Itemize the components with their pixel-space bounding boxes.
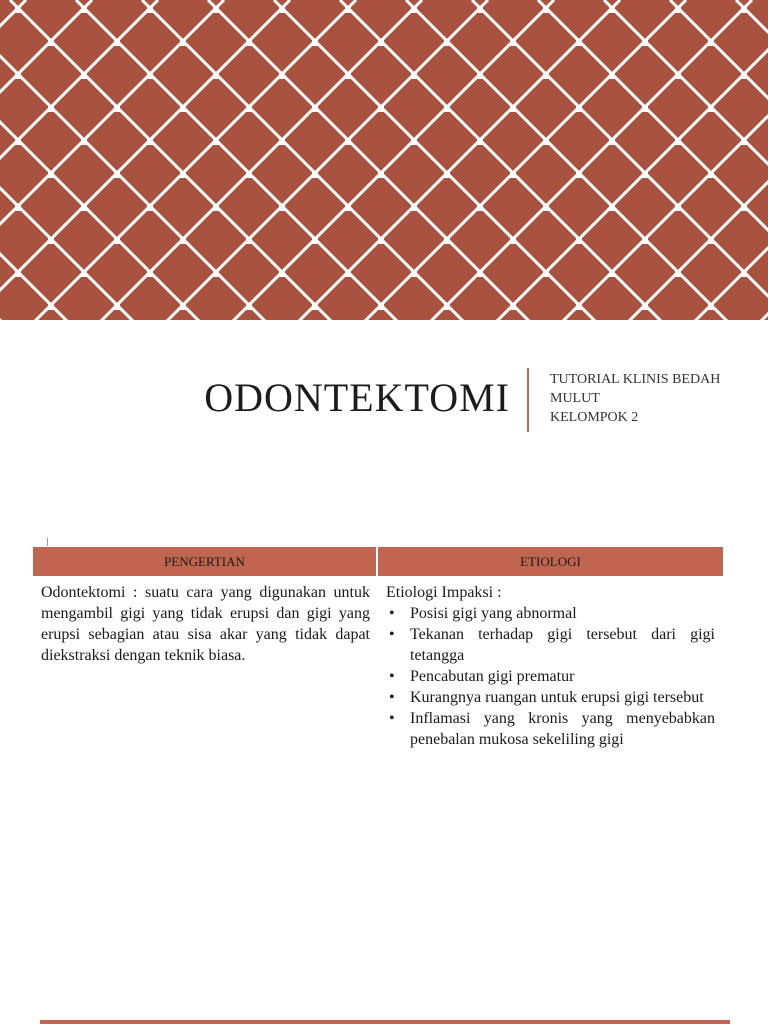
pattern-dot (675, 205, 681, 211)
pattern-dot (312, 238, 318, 244)
pattern-dot (477, 139, 483, 145)
pattern-dot (411, 205, 417, 211)
pattern-dot (708, 238, 714, 244)
pattern-dot (81, 271, 87, 277)
pattern-dot (378, 238, 384, 244)
pattern-dot (15, 139, 21, 145)
pattern-dot (543, 7, 549, 13)
pattern-dot (510, 40, 516, 46)
pattern-dot (543, 271, 549, 277)
pattern-dot (81, 205, 87, 211)
header-pengertian: PENGERTIAN (33, 547, 378, 576)
pattern-dot (81, 7, 87, 13)
pattern-dot (543, 205, 549, 211)
bottom-accent-bar (40, 1020, 730, 1024)
pattern-dot (147, 271, 153, 277)
pattern-dot (378, 106, 384, 112)
cell-etiologi (378, 576, 723, 756)
diamond-pattern (0, 0, 768, 320)
pattern-dot (675, 271, 681, 277)
pattern-dot (609, 73, 615, 79)
pattern-dot (147, 73, 153, 79)
pattern-dot (345, 205, 351, 211)
pattern-dot (180, 172, 186, 178)
subtitle-group: KELOMPOK 2 (550, 410, 639, 425)
pattern-dot (213, 205, 219, 211)
pattern-dot (444, 106, 450, 112)
list-item: • Kurangnya ruangan untuk erupsi gigi tersebut (386, 687, 715, 708)
pattern-dot (213, 73, 219, 79)
pattern-dot (411, 7, 417, 13)
list-item: • Posisi gigi yang abnormal (386, 603, 715, 624)
pattern-dot (180, 238, 186, 244)
pattern-dot (180, 304, 186, 310)
pattern-dot (642, 40, 648, 46)
pattern-dot (312, 304, 318, 310)
pattern-dot (48, 106, 54, 112)
pattern-dot (147, 205, 153, 211)
pattern-dot (345, 7, 351, 13)
pattern-dot (444, 40, 450, 46)
pattern-dot (708, 106, 714, 112)
pattern-dot (510, 106, 516, 112)
pattern-dot (576, 172, 582, 178)
pattern-dot (675, 139, 681, 145)
etiologi-list (386, 603, 715, 750)
pattern-dot (345, 139, 351, 145)
pattern-dot (147, 7, 153, 13)
pattern-dot (675, 7, 681, 13)
pattern-dot (378, 172, 384, 178)
pattern-dot (510, 304, 516, 310)
pattern-dot (378, 40, 384, 46)
pattern-dot (675, 73, 681, 79)
content-table (33, 547, 723, 756)
pattern-dot (15, 205, 21, 211)
pattern-dot (114, 304, 120, 310)
pattern-dot (477, 205, 483, 211)
pattern-dot (114, 40, 120, 46)
pattern-dot (114, 172, 120, 178)
title-block (0, 320, 768, 500)
pattern-dot (543, 73, 549, 79)
list-item: • Inflamasi yang kronis yang menyebabkan penebalan mukosa sekeliling gigi (386, 708, 715, 750)
pattern-dot (15, 73, 21, 79)
pattern-dot (378, 304, 384, 310)
pattern-dot (114, 106, 120, 112)
pattern-dot (279, 271, 285, 277)
pattern-dot (444, 304, 450, 310)
table-body-row (33, 576, 723, 756)
pattern-dot (477, 271, 483, 277)
pattern-dot (345, 73, 351, 79)
pattern-dot (741, 139, 747, 145)
pattern-dot (576, 40, 582, 46)
decorative-pattern-banner (0, 0, 768, 320)
pattern-dot (510, 238, 516, 244)
list-item: • Tekanan terhadap gigi tersebut dari gigi tetangga (386, 624, 715, 666)
pattern-dot (708, 172, 714, 178)
pattern-dot (576, 304, 582, 310)
pattern-dot (246, 304, 252, 310)
pattern-dot (213, 7, 219, 13)
pattern-dot (741, 73, 747, 79)
pattern-dot (246, 172, 252, 178)
pengertian-text: Odontektomi : suatu cara yang digunakan untuk mengambil gigi yang tidak erupsi dan gigi yang erupsi sebagian atau sisa akar yang tidak dapat diekstraksi dengan teknik biasa. (41, 584, 370, 664)
pattern-dot (279, 139, 285, 145)
etiologi-heading: Etiologi Impaksi : (386, 584, 502, 601)
pattern-dot (411, 139, 417, 145)
pattern-dot (279, 205, 285, 211)
pattern-dot (609, 205, 615, 211)
pattern-dot (81, 73, 87, 79)
pattern-dot (180, 106, 186, 112)
pattern-dot (15, 271, 21, 277)
pattern-dot (48, 238, 54, 244)
pattern-dot (642, 238, 648, 244)
list-item: • Pencabutan gigi prematur (386, 666, 715, 687)
pattern-dot (279, 7, 285, 13)
pattern-dot (741, 7, 747, 13)
pattern-dot (477, 73, 483, 79)
pattern-dot (213, 139, 219, 145)
pattern-dot (609, 271, 615, 277)
table-header-row (33, 547, 723, 576)
pattern-dot (642, 106, 648, 112)
pattern-dot (444, 238, 450, 244)
pattern-dot (114, 238, 120, 244)
pattern-dot (708, 304, 714, 310)
pattern-dot (345, 271, 351, 277)
pattern-dot (246, 238, 252, 244)
pattern-dot (510, 172, 516, 178)
pattern-dot (741, 205, 747, 211)
pattern-dot (642, 304, 648, 310)
pattern-dot (576, 106, 582, 112)
pattern-dot (213, 271, 219, 277)
cell-pengertian (33, 576, 378, 756)
pattern-dot (642, 172, 648, 178)
title-divider (527, 368, 529, 432)
pattern-dot (312, 172, 318, 178)
pattern-dot (312, 40, 318, 46)
pattern-dot (708, 40, 714, 46)
pattern-dot (741, 271, 747, 277)
pattern-dot (477, 7, 483, 13)
pattern-dot (312, 106, 318, 112)
header-etiologi: ETIOLOGI (378, 547, 723, 576)
pattern-dot (48, 172, 54, 178)
pattern-dot (48, 304, 54, 310)
pattern-dot (543, 139, 549, 145)
pattern-dot (15, 7, 21, 13)
pattern-dot (48, 40, 54, 46)
subtitle (550, 370, 750, 427)
pattern-dot (246, 106, 252, 112)
table-marker (47, 538, 48, 546)
pattern-dot (180, 40, 186, 46)
pattern-dot (444, 172, 450, 178)
pattern-dot (609, 139, 615, 145)
page-title: ODONTEKTOMI (204, 375, 510, 420)
pattern-dot (81, 139, 87, 145)
subtitle-course: TUTORIAL KLINIS BEDAH MULUT (550, 372, 721, 406)
pattern-dot (576, 238, 582, 244)
pattern-dot (411, 271, 417, 277)
pattern-dot (147, 139, 153, 145)
pattern-dot (246, 40, 252, 46)
pattern-dot (609, 7, 615, 13)
pattern-dot (411, 73, 417, 79)
pattern-dot (279, 73, 285, 79)
